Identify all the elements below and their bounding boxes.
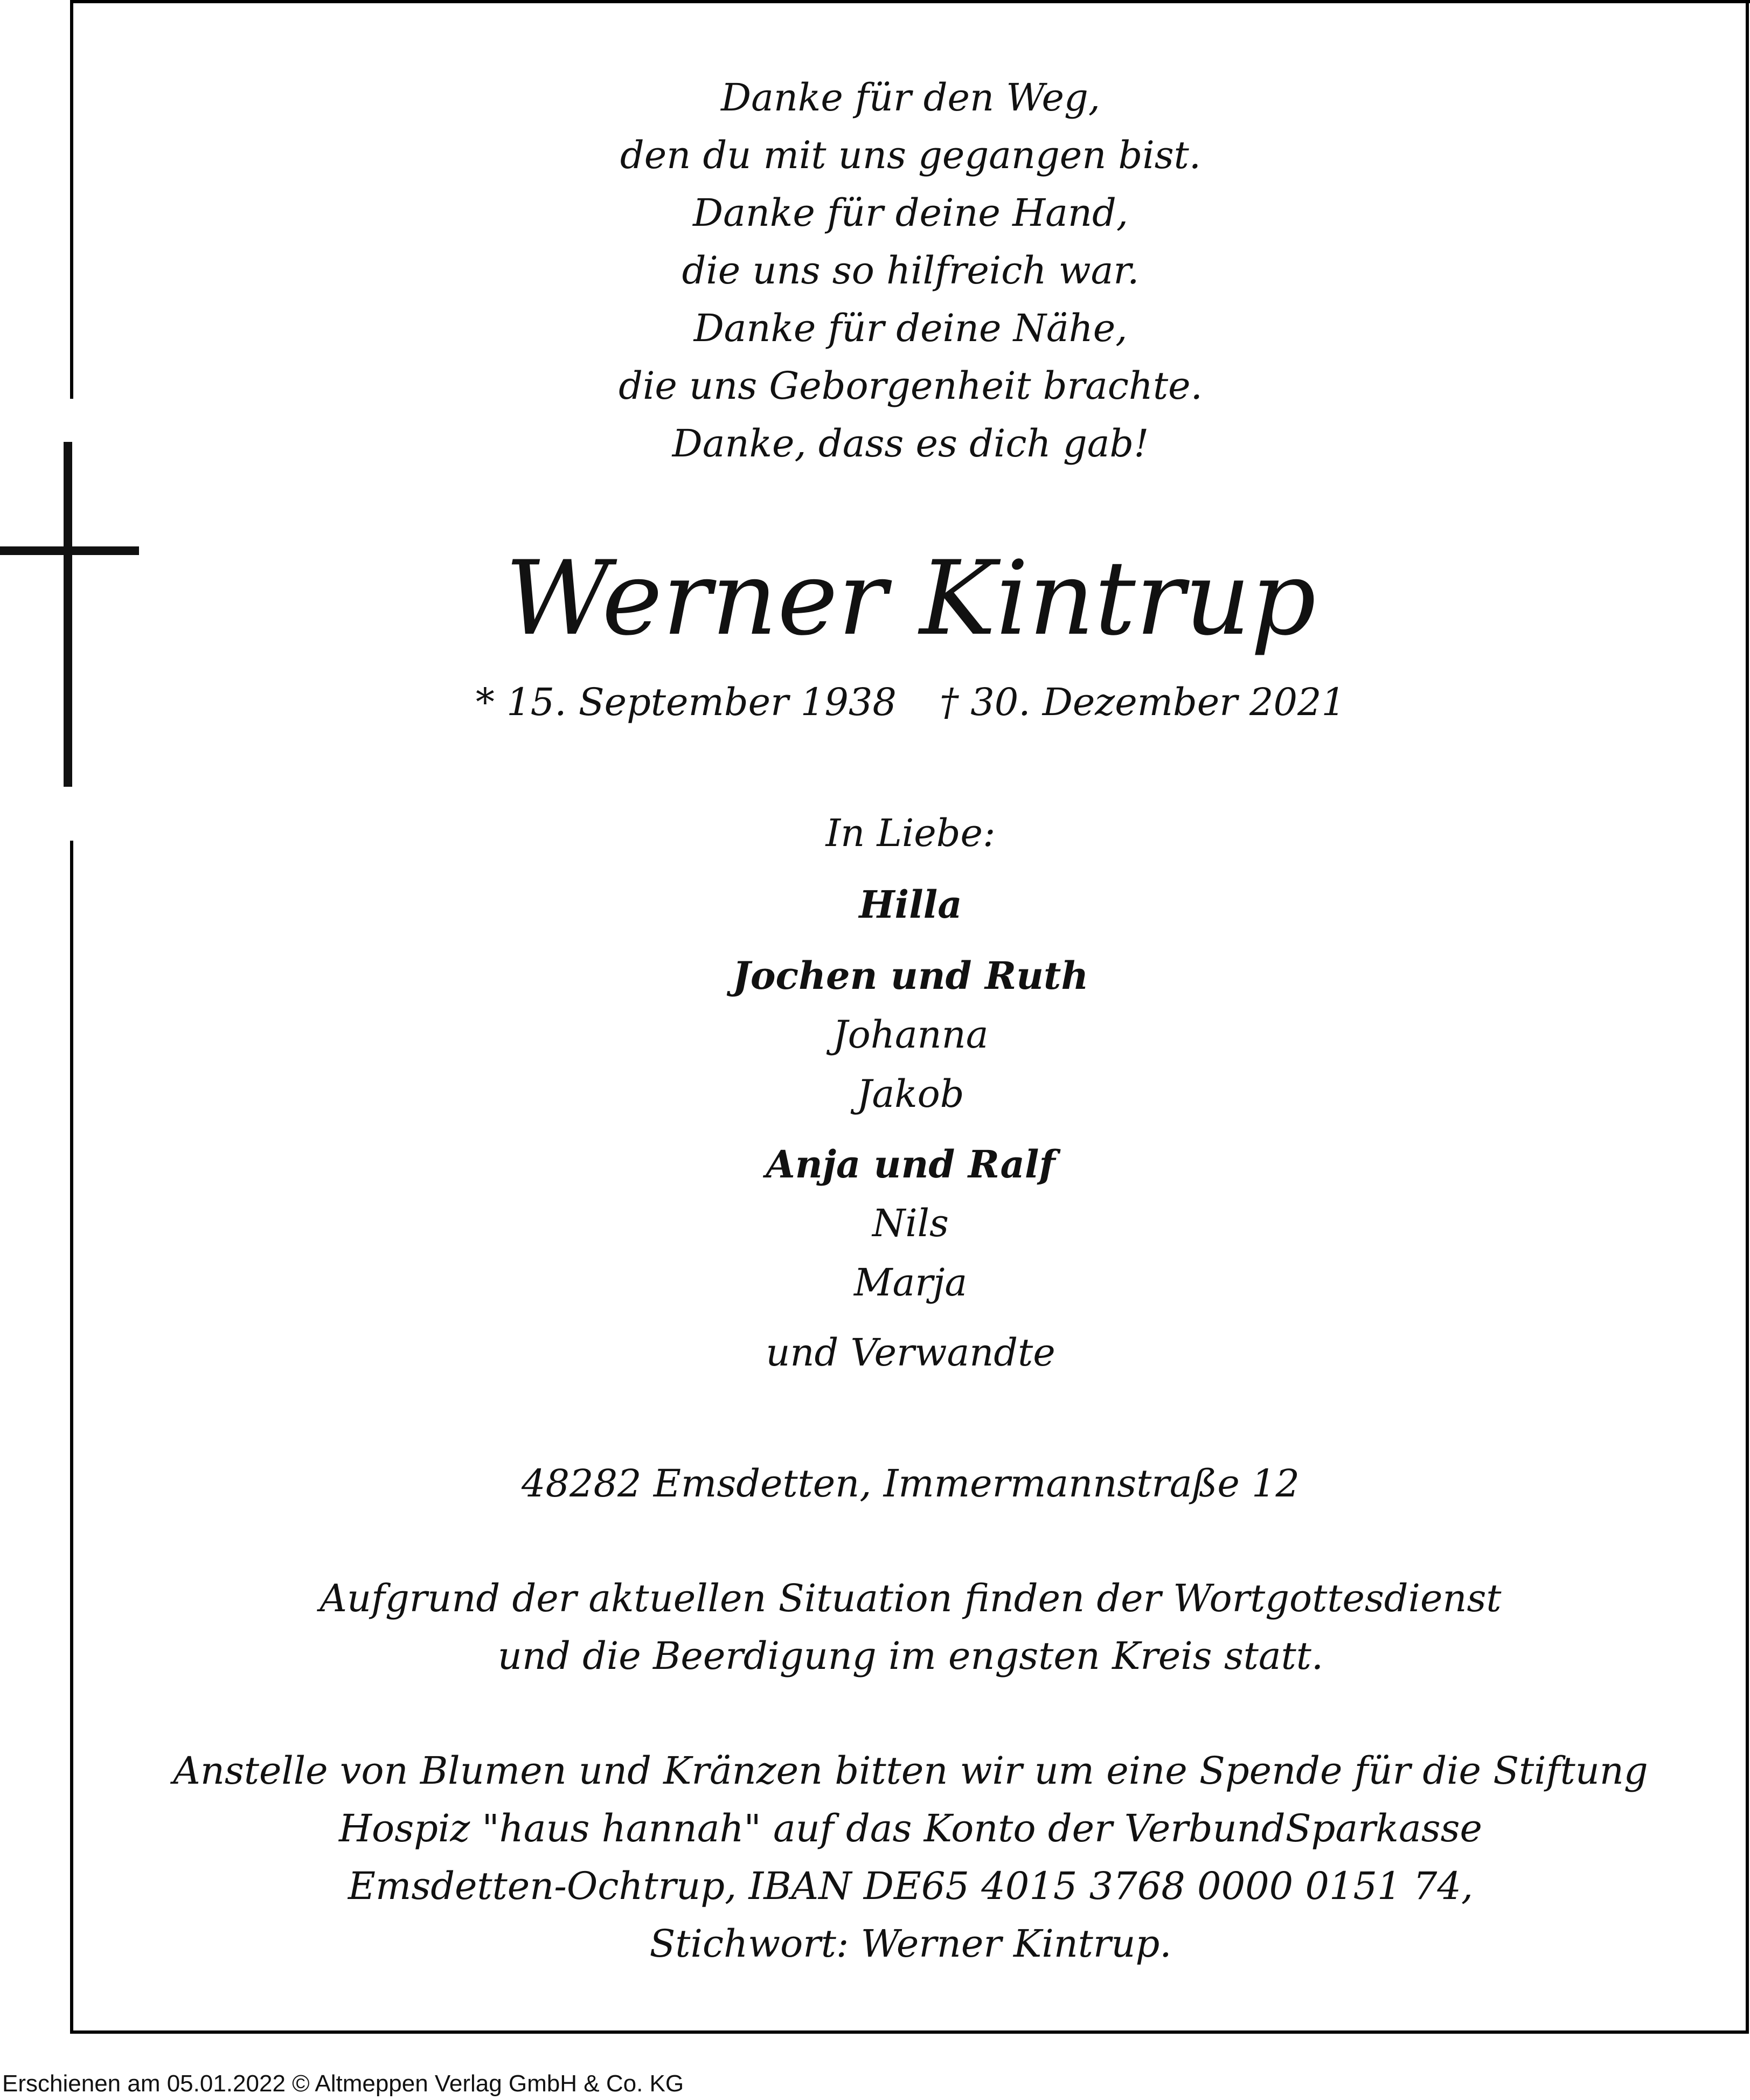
address: 48282 Emsdetten, Immermannstraße 12: [521, 1461, 1300, 1506]
deceased-name: Werner Kintrup: [505, 539, 1316, 658]
service-note-line-1: Aufgrund der aktuellen Situation finden der Wortgottesdienst: [320, 1576, 1502, 1620]
donation-note-line-1: Anstelle von Blumen und Kränzen bitten wir um eine Spende für die Stiftung: [173, 1749, 1648, 1793]
birth-date: * 15. September 1938: [475, 680, 897, 724]
frame-bottom-border: [70, 2030, 1749, 2034]
poem-line-4: die uns so hilfreich war.: [682, 248, 1140, 293]
poem-line-2: den du mit uns gegangen bist.: [620, 133, 1202, 177]
poem-line-3: Danke für deine Hand,: [692, 191, 1129, 235]
mourner-family-1: Jochen und Ruth: [732, 953, 1089, 998]
poem-line-7: Danke, dass es dich gab!: [672, 421, 1149, 466]
mourners-intro: In Liebe:: [825, 811, 996, 855]
service-note-line-2: und die Beerdigung im engsten Kreis statt.: [497, 1634, 1324, 1678]
death-date: † 30. Dezember 2021: [939, 680, 1346, 724]
mourner-family-1-child-2: Jakob: [857, 1072, 964, 1116]
poem-line-1: Danke für den Weg,: [720, 75, 1101, 120]
life-dates: [75, 680, 1746, 724]
publication-footer: Erschienen am 05.01.2022 © Altmeppen Verlag GmbH & Co. KG: [2, 2070, 684, 2097]
frame-right-border: [1746, 0, 1749, 2034]
mourner-family-1-child-1: Johanna: [832, 1013, 989, 1057]
frame-top-border: [70, 0, 1750, 3]
donation-note-line-4: Stichwort: Werner Kintrup.: [649, 1922, 1172, 1966]
donation-note-line-3: Emsdetten-Ochtrup, IBAN DE65 4015 3768 0000 0151 74,: [348, 1864, 1474, 1908]
mourner-spouse: Hilla: [859, 882, 962, 927]
mourner-family-2: Anja und Ralf: [766, 1142, 1055, 1187]
poem-line-6: die uns Geborgenheit brachte.: [619, 364, 1203, 408]
poem-line-5: Danke für deine Nähe,: [693, 306, 1128, 350]
mourner-relatives: und Verwandte: [766, 1330, 1055, 1375]
frame-left-border-upper: [70, 0, 73, 399]
mourner-family-2-child-1: Nils: [872, 1201, 949, 1245]
mourner-family-2-child-2: Marja: [853, 1260, 968, 1305]
donation-note-line-2: Hospiz "haus hannah" auf das Konto der VerbundSparkasse: [339, 1806, 1482, 1851]
frame-left-border-lower: [70, 841, 73, 2034]
